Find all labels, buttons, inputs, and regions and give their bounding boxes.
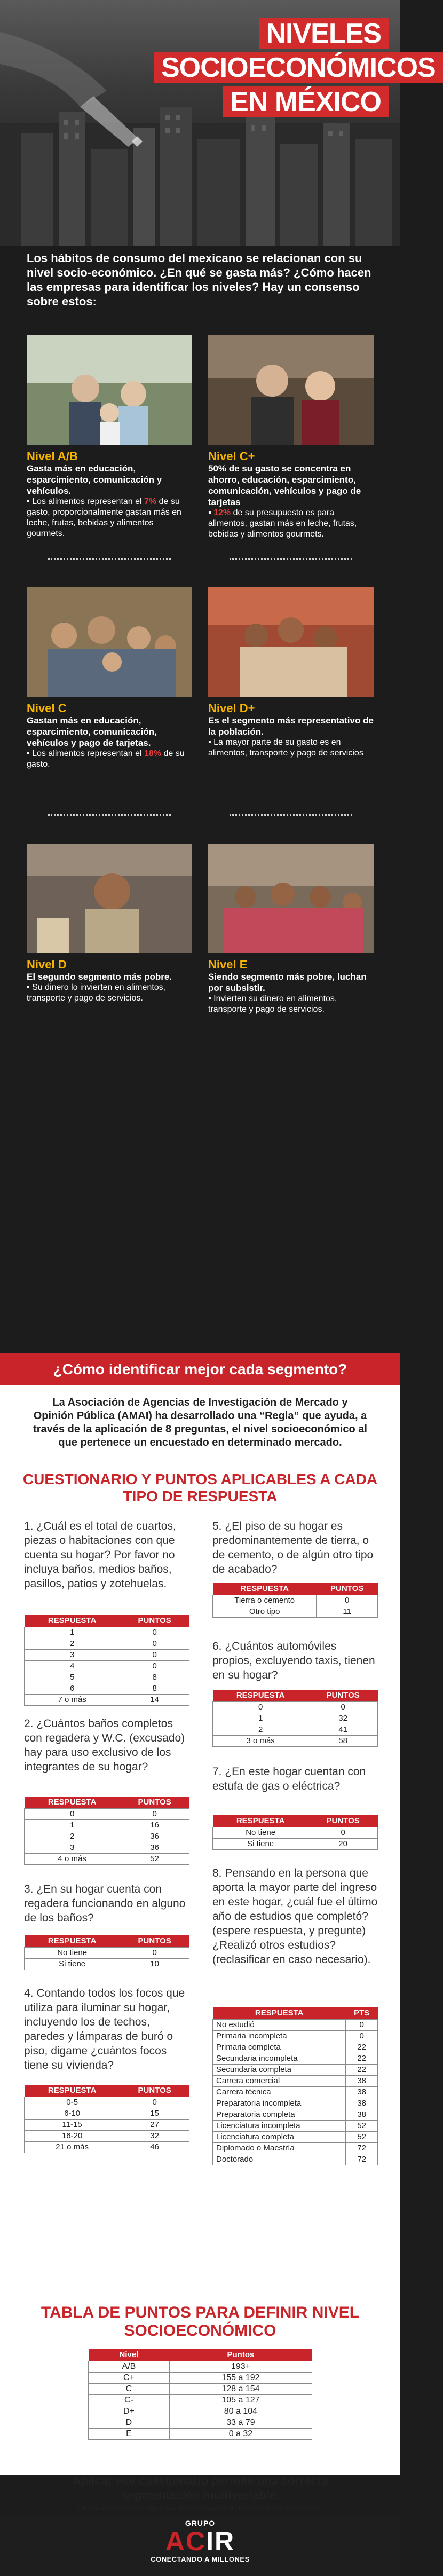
question-1-table: [24, 1615, 189, 1706]
table-header-row: [213, 1690, 378, 1701]
question-7-table: [212, 1815, 378, 1850]
table-cell: Secundaria incompleta: [213, 2053, 346, 2064]
question-5-table: [212, 1583, 378, 1618]
table-cell: C+: [89, 2372, 170, 2383]
segment-c-photo: [27, 587, 192, 697]
table-cell: 7 o más: [25, 1694, 120, 1705]
table-cell: 22: [346, 2053, 378, 2064]
table-header-row: [213, 2007, 378, 2019]
segment-dplus-desc: Es el segmento más representativo de la población.: [208, 715, 374, 737]
points-table-title: TABLA DE PUNTOS PARA DEFINIR NIVEL SOCIOECONÓMICO: [41, 2304, 360, 2339]
table-row: [25, 1694, 189, 1705]
table-cell: A/B: [89, 2361, 170, 2372]
table-header-row: [213, 1815, 378, 1827]
segment-d: [27, 844, 192, 1004]
table-row: [213, 1838, 378, 1849]
table-cell: 11: [317, 1606, 378, 1617]
table-row: [25, 1808, 189, 1819]
table-cell: 155 a 192: [169, 2372, 312, 2383]
segment-cplus-name: Nivel C+: [208, 450, 255, 463]
table-row: [89, 2394, 312, 2406]
table-header-cell: PUNTOS: [120, 1935, 189, 1947]
table-row: [213, 2109, 378, 2120]
table-cell: 1: [25, 1627, 120, 1638]
table-cell: D: [89, 2417, 170, 2428]
table-header-cell: PTS: [346, 2007, 378, 2019]
table-row: [213, 2098, 378, 2109]
table-header-cell: PUNTOS: [120, 2085, 189, 2097]
table-cell: C: [89, 2383, 170, 2394]
table-header-cell: RESPUESTA: [213, 1815, 308, 1827]
table-header-cell: RESPUESTA: [213, 1583, 317, 1595]
table-header-cell: RESPUESTA: [25, 1797, 120, 1808]
segment-c-desc: Gastan más en educación, esparcimiento, comunicación, vehículos y pago de tarjetas.: [27, 715, 157, 748]
table-cell: 0: [120, 1808, 189, 1819]
table-cell: Secundaria completa: [213, 2064, 346, 2075]
table-row: [25, 1672, 189, 1683]
table-cell: 0: [308, 1827, 378, 1838]
segment-e-desc: Siendo segmento más pobre, luchan por subsistir.: [208, 972, 367, 993]
question-3: 3. ¿En su hogar cuenta con regadera funcionando en alguno de los baños?: [24, 1883, 186, 1924]
segment-dplus-name: Nivel D+: [208, 702, 255, 715]
question-6: 6. ¿Cuántos automóviles propios, excluyendo taxis, tienen en su hogar?: [212, 1640, 375, 1681]
segment-ab: [27, 335, 192, 539]
table-row: [25, 1958, 189, 1970]
main-title: [154, 18, 436, 121]
table-cell: 27: [120, 2119, 189, 2130]
table-cell: 3: [25, 1649, 120, 1660]
table-row: [213, 2042, 378, 2053]
table-cell: Licenciatura incompleta: [213, 2120, 346, 2131]
table-header-cell: RESPUESTA: [213, 1690, 308, 1701]
acir-logo: GRUPO ACIR CONECTANDO A MILLONES: [151, 2519, 250, 2563]
table-cell: 38: [346, 2109, 378, 2120]
table-header-cell: RESPUESTA: [25, 1935, 120, 1947]
table-header-cell: PUNTOS: [120, 1615, 189, 1627]
table-row: [25, 1683, 189, 1694]
table-cell: 0 a 32: [169, 2428, 312, 2439]
table-cell: 46: [120, 2141, 189, 2153]
table-row: [89, 2428, 312, 2439]
table-cell: 21 o más: [25, 2141, 120, 2153]
question-4-table: [24, 2085, 189, 2153]
table-cell: Otro tipo: [213, 1606, 317, 1617]
table-row: [213, 2131, 378, 2142]
table-header-cell: RESPUESTA: [25, 2085, 120, 2097]
table-header-row: [25, 1935, 189, 1947]
table-cell: 16: [120, 1819, 189, 1831]
segment-e-photo: [208, 844, 374, 953]
segment-c-detail: ▪ Los alimentos representan el 18% de su gasto.: [27, 749, 185, 769]
table-cell: 0-5: [25, 2097, 120, 2108]
table-cell: 0: [120, 1649, 189, 1660]
table-cell: 36: [120, 1831, 189, 1842]
segment-cplus-detail: ▪ 12% de su presupuesto es para alimentos, gastan más en leche, frutas, bebidas y alimentos gourmets.: [208, 508, 357, 539]
question-2-table: [24, 1797, 189, 1865]
table-cell: No tiene: [213, 1827, 308, 1838]
table-cell: 22: [346, 2064, 378, 2075]
table-row: [25, 1842, 189, 1853]
intro-text: Los hábitos de consumo del mexicano se relacionan con su nivel socio-económico. ¿En qué se gasta más? ¿Cómo hacen las empresas para identificar los niveles? Hay un consenso sobre estos:: [27, 251, 371, 308]
table-cell: 2: [213, 1724, 308, 1735]
table-cell: 32: [120, 2130, 189, 2141]
questionnaire-title: CUESTIONARIO Y PUNTOS APLICABLES A CADA TIPO DE RESPUESTA: [22, 1471, 378, 1504]
table-row: [25, 1831, 189, 1842]
table-row: [213, 1595, 378, 1606]
segment-dplus-photo: [208, 587, 374, 697]
table-header-cell: RESPUESTA: [213, 2007, 346, 2019]
segment-d-detail: ▪ Su dinero lo invierten en alimentos, transporte y pago de servicios.: [27, 983, 166, 1003]
title-line-3: EN MÉXICO: [223, 86, 389, 117]
header-banner: [0, 0, 436, 246]
table-cell: 38: [346, 2086, 378, 2098]
table-row: [25, 2141, 189, 2153]
segment-d-photo: [27, 844, 192, 953]
table-cell: 193+: [169, 2361, 312, 2372]
table-header-cell: Nivel: [89, 2349, 170, 2361]
segment-cplus: [208, 335, 374, 540]
table-cell: 2: [25, 1831, 120, 1842]
segment-ab-detail: ▪ Los alimentos representan el 7% de su gasto, proporcionalmente gastan más en leche, frutas, bebidas y alimentos gourmets.: [27, 497, 181, 538]
table-cell: 0: [346, 2030, 378, 2042]
table-cell: 6-10: [25, 2108, 120, 2119]
table-cell: 8: [120, 1683, 189, 1694]
question-3-table: [24, 1935, 189, 1970]
table-cell: 72: [346, 2142, 378, 2154]
table-cell: Si tiene: [213, 1838, 308, 1849]
table-row: [25, 2097, 189, 2108]
table-cell: 33 a 79: [169, 2417, 312, 2428]
table-cell: 0: [120, 1627, 189, 1638]
table-cell: 22: [346, 2042, 378, 2053]
table-cell: 4 o más: [25, 1853, 120, 1864]
segment-ab-photo: [27, 335, 192, 445]
table-cell: Primaria incompleta: [213, 2030, 346, 2042]
divider-dots: [230, 814, 352, 818]
table-row: [213, 2120, 378, 2131]
table-cell: 0: [120, 1947, 189, 1958]
table-cell: 0: [346, 2019, 378, 2030]
question-5: 5. ¿El piso de su hogar es predominantemente de tierra, o de cemento, o de algún otro tipo de acabado?: [212, 1520, 374, 1575]
table-row: [89, 2417, 312, 2428]
table-cell: Primaria completa: [213, 2042, 346, 2053]
table-cell: 5: [25, 1672, 120, 1683]
table-row: [89, 2372, 312, 2383]
table-row: [25, 1638, 189, 1649]
table-row: [213, 1735, 378, 1746]
table-cell: 1: [25, 1819, 120, 1831]
table-cell: 8: [120, 1672, 189, 1683]
table-row: [213, 1701, 378, 1713]
table-cell: 105 a 127: [169, 2394, 312, 2406]
table-row: [89, 2406, 312, 2417]
table-row: [213, 1827, 378, 1838]
question-8-table: [212, 2007, 378, 2165]
table-header-cell: PUNTOS: [120, 1797, 189, 1808]
table-cell: 0: [120, 1638, 189, 1649]
table-cell: 6: [25, 1683, 120, 1694]
segment-cplus-desc: 50% de su gasto se concentra en ahorro, educación, esparcimiento, comunicación, vehículos y pago de tarjetas: [208, 463, 361, 507]
question-7: 7. ¿En este hogar cuentan con estufa de gas o eléctrica?: [212, 1766, 366, 1792]
table-header-row: [89, 2349, 312, 2361]
question-6-table: [212, 1690, 378, 1747]
table-header-row: [213, 1583, 378, 1595]
table-row: [213, 2030, 378, 2042]
table-row: [25, 2108, 189, 2119]
table-row: [25, 1649, 189, 1660]
divider-dots: [48, 558, 171, 562]
closing-note: Aplicar ese cuestionario permite una correcta segmentación multivariable.: [72, 2474, 328, 2502]
table-cell: 1: [213, 1713, 308, 1724]
table-row: [213, 2053, 378, 2064]
table-cell: 128 a 154: [169, 2383, 312, 2394]
table-header-row: [25, 2085, 189, 2097]
table-header-cell: PUNTOS: [317, 1583, 378, 1595]
table-row: [213, 1606, 378, 1617]
table-row: [25, 2130, 189, 2141]
table-cell: 0: [120, 1660, 189, 1672]
table-row: [89, 2361, 312, 2372]
table-row: [25, 1947, 189, 1958]
table-cell: 72: [346, 2154, 378, 2165]
table-row: [25, 1853, 189, 1864]
segment-dplus: [208, 587, 374, 759]
divider-dots: [48, 814, 171, 818]
title-line-2: SOCIOECONÓMICOS: [154, 52, 443, 83]
table-cell: 10: [120, 1958, 189, 1970]
points-table: [88, 2349, 312, 2440]
source-note: Fuente: Asociación de Agencias de Investigación de Mercado y Opinión Pública.: [77, 2504, 323, 2511]
table-cell: 3: [25, 1842, 120, 1853]
table-row: [25, 2119, 189, 2130]
table-cell: 32: [308, 1713, 378, 1724]
table-cell: 2: [25, 1638, 120, 1649]
table-cell: 52: [120, 1853, 189, 1864]
question-banner: ¿Cómo identificar mejor cada segmento?: [0, 1353, 400, 1385]
segment-c: [27, 587, 192, 770]
table-row: [213, 1724, 378, 1735]
table-cell: 0: [308, 1701, 378, 1713]
table-cell: No tiene: [25, 1947, 120, 1958]
table-cell: Si tiene: [25, 1958, 120, 1970]
table-cell: 80 a 104: [169, 2406, 312, 2417]
segment-c-name: Nivel C: [27, 702, 67, 715]
table-cell: Carrera técnica: [213, 2086, 346, 2098]
segment-dplus-detail: ▪ La mayor parte de su gasto es en alimentos, transporte y pago de servicios: [208, 738, 363, 758]
table-cell: 52: [346, 2120, 378, 2131]
table-header-cell: PUNTOS: [308, 1690, 378, 1701]
table-cell: Tierra o cemento: [213, 1595, 317, 1606]
table-header-row: [25, 1797, 189, 1808]
table-cell: D+: [89, 2406, 170, 2417]
table-header-cell: RESPUESTA: [25, 1615, 120, 1627]
segment-d-desc: El segundo segmento más pobre.: [27, 972, 172, 982]
table-cell: 16-20: [25, 2130, 120, 2141]
table-cell: 0: [317, 1595, 378, 1606]
table-header-cell: Puntos: [169, 2349, 312, 2361]
table-cell: 36: [120, 1842, 189, 1853]
table-cell: Preparatoria incompleta: [213, 2098, 346, 2109]
table-cell: Doctorado: [213, 2154, 346, 2165]
question-4: 4. Contando todos los focos que utiliza para iluminar su hogar, incluyendo los de techos, paredes y lámparas de buró o piso, digame ¿cuántos focos tiene su vivienda?: [24, 1987, 185, 2071]
table-cell: 15: [120, 2108, 189, 2119]
table-cell: Diplomado o Maestría: [213, 2142, 346, 2154]
table-row: [213, 2154, 378, 2165]
segment-e-name: Nivel E: [208, 958, 248, 971]
table-cell: 0: [25, 1808, 120, 1819]
segment-ab-name: Nivel A/B: [27, 450, 78, 463]
table-cell: 0: [213, 1701, 308, 1713]
table-cell: 38: [346, 2098, 378, 2109]
table-header-cell: PUNTOS: [308, 1815, 378, 1827]
table-row: [213, 1713, 378, 1724]
table-cell: No estudió: [213, 2019, 346, 2030]
table-cell: 3 o más: [213, 1735, 308, 1746]
question-8: 8. Pensando en la persona que aporta la mayor parte del ingreso en este hogar, ¿cuál fue el último año de estudios que completó? (espere respuesta, y pregunte) ¿Realizó otros estudios? (reclasificar en caso necesario).: [212, 1867, 378, 1966]
table-cell: 58: [308, 1735, 378, 1746]
table-row: [213, 2086, 378, 2098]
segment-ab-desc: Gasta más en educación, esparcimiento, comunicación y vehículos.: [27, 463, 162, 496]
table-cell: Preparatoria completa: [213, 2109, 346, 2120]
table-cell: E: [89, 2428, 170, 2439]
table-row: [25, 1660, 189, 1672]
table-cell: Carrera comercial: [213, 2075, 346, 2086]
segment-d-name: Nivel D: [27, 958, 67, 971]
divider-dots: [230, 558, 352, 562]
table-row: [25, 1627, 189, 1638]
table-cell: 38: [346, 2075, 378, 2086]
table-cell: C-: [89, 2394, 170, 2406]
table-row: [213, 2064, 378, 2075]
table-cell: 20: [308, 1838, 378, 1849]
table-row: [213, 2075, 378, 2086]
table-row: [213, 2019, 378, 2030]
question-2: 2. ¿Cuántos baños completos con regadera y W.C. (excusado) hay para uso exclusivo de los integrantes de su hogar?: [24, 1718, 185, 1773]
segment-e-detail: ▪ Invierten su dinero en alimentos, transporte y pago de servicios.: [208, 994, 337, 1014]
amai-paragraph: La Asociación de Agencias de Investigación de Mercado y Opinión Pública (AMAI) ha desarrollado una “Regla” que ayuda, a través de la aplicación de 8 preguntas, el nivel socioeconómico al que pertenece un encuestado en determinado mercado.: [33, 1397, 367, 1448]
question-1: 1. ¿Cuál es el total de cuartos, piezas o habitaciones con que cuenta su hogar? Por favor no incluya baños, medios baños, pasillos, patios y zotehuelas.: [24, 1520, 176, 1590]
table-row: [213, 2142, 378, 2154]
table-row: [25, 1819, 189, 1831]
table-cell: 14: [120, 1694, 189, 1705]
table-cell: Licenciatura completa: [213, 2131, 346, 2142]
table-cell: 11-15: [25, 2119, 120, 2130]
segment-e: [208, 844, 374, 1015]
table-cell: 41: [308, 1724, 378, 1735]
title-line-1: NIVELES: [259, 18, 389, 49]
segment-cplus-photo: [208, 335, 374, 445]
table-cell: 4: [25, 1660, 120, 1672]
table-cell: 52: [346, 2131, 378, 2142]
table-cell: 0: [120, 2097, 189, 2108]
table-row: [89, 2383, 312, 2394]
table-header-row: [25, 1615, 189, 1627]
